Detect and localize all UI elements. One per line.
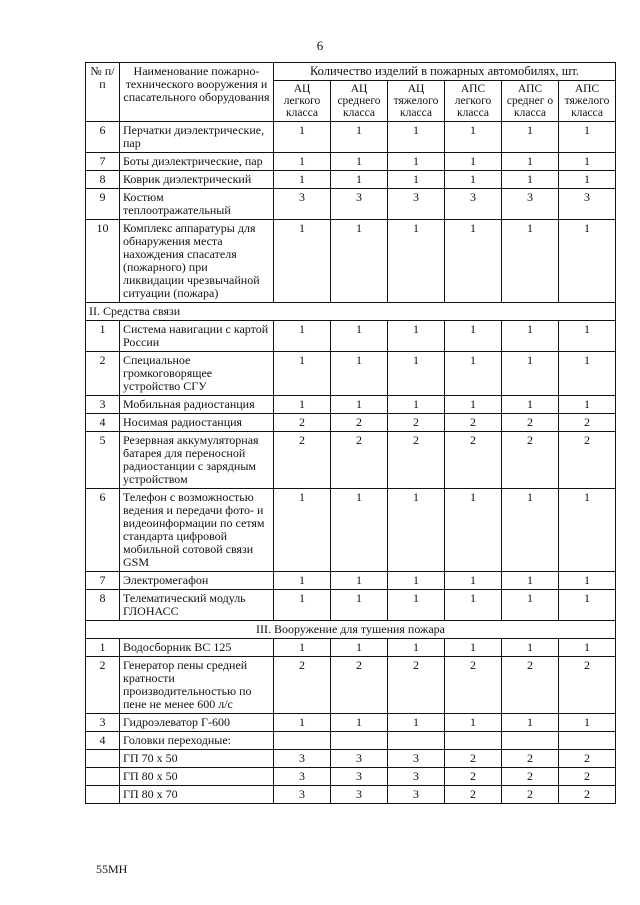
quantity-cell: 1 — [445, 153, 502, 171]
row-number: 4 — [86, 732, 120, 750]
quantity-cell: 2 — [502, 657, 559, 714]
quantity-cell: 1 — [388, 321, 445, 352]
quantity-cell: 1 — [559, 639, 616, 657]
quantity-cell: 2 — [445, 657, 502, 714]
header-column: АЦ тяжелого класса — [388, 81, 445, 122]
item-name: Головки переходные: — [120, 732, 274, 750]
item-name: Носимая радиостанция — [120, 414, 274, 432]
quantity-cell: 1 — [445, 220, 502, 303]
table-row — [86, 396, 616, 414]
quantity-cell: 2 — [331, 432, 388, 489]
item-name: Перчатки диэлектрические, пар — [120, 122, 274, 153]
quantity-cell: 3 — [331, 189, 388, 220]
quantity-cell — [274, 732, 331, 750]
quantity-cell: 1 — [502, 489, 559, 572]
quantity-cell: 1 — [331, 590, 388, 621]
item-name: Генератор пены средней кратности производительностью по пене не менее 600 л/с — [120, 657, 274, 714]
row-number — [86, 786, 120, 804]
quantity-cell: 1 — [502, 220, 559, 303]
quantity-cell: 2 — [559, 657, 616, 714]
quantity-cell: 1 — [274, 714, 331, 732]
quantity-cell: 1 — [331, 122, 388, 153]
header-column: АЦ среднего класса — [331, 81, 388, 122]
quantity-cell: 1 — [445, 714, 502, 732]
table-row — [86, 590, 616, 621]
quantity-cell: 2 — [388, 432, 445, 489]
quantity-cell: 1 — [559, 153, 616, 171]
quantity-cell: 2 — [559, 414, 616, 432]
quantity-cell: 2 — [502, 786, 559, 804]
quantity-cell: 1 — [445, 639, 502, 657]
quantity-cell: 1 — [445, 122, 502, 153]
table-body — [86, 122, 616, 804]
quantity-cell: 1 — [388, 220, 445, 303]
quantity-cell: 1 — [388, 153, 445, 171]
quantity-cell: 2 — [445, 414, 502, 432]
quantity-cell: 1 — [445, 171, 502, 189]
quantity-cell: 1 — [445, 590, 502, 621]
row-number: 2 — [86, 352, 120, 396]
table-row — [86, 639, 616, 657]
quantity-cell: 1 — [445, 352, 502, 396]
quantity-cell: 1 — [274, 590, 331, 621]
row-number: 8 — [86, 171, 120, 189]
quantity-cell: 1 — [388, 489, 445, 572]
table-row — [86, 786, 616, 804]
quantity-cell: 1 — [559, 171, 616, 189]
row-number: 2 — [86, 657, 120, 714]
quantity-cell: 2 — [502, 768, 559, 786]
row-number: 1 — [86, 639, 120, 657]
quantity-cell — [331, 732, 388, 750]
quantity-cell: 2 — [445, 786, 502, 804]
item-name: Мобильная радиостанция — [120, 396, 274, 414]
quantity-cell: 1 — [559, 714, 616, 732]
quantity-cell: 1 — [274, 489, 331, 572]
quantity-cell: 1 — [559, 220, 616, 303]
quantity-cell — [502, 732, 559, 750]
quantity-cell: 1 — [559, 352, 616, 396]
quantity-cell: 2 — [445, 768, 502, 786]
table-row — [86, 153, 616, 171]
quantity-cell: 1 — [388, 171, 445, 189]
table-row — [86, 750, 616, 768]
quantity-cell: 1 — [388, 122, 445, 153]
quantity-cell: 2 — [274, 414, 331, 432]
item-name: Костюм теплоотражательный — [120, 189, 274, 220]
quantity-cell: 1 — [331, 321, 388, 352]
header-column: АПС легкого класса — [445, 81, 502, 122]
quantity-cell: 1 — [274, 572, 331, 590]
table-row — [86, 220, 616, 303]
quantity-cell: 1 — [502, 352, 559, 396]
quantity-cell: 3 — [331, 768, 388, 786]
quantity-cell: 1 — [331, 489, 388, 572]
row-number: 6 — [86, 122, 120, 153]
quantity-cell: 3 — [274, 768, 331, 786]
equipment-table — [85, 62, 616, 804]
quantity-cell: 2 — [274, 432, 331, 489]
quantity-cell: 3 — [559, 189, 616, 220]
quantity-cell: 1 — [502, 396, 559, 414]
quantity-cell: 2 — [445, 432, 502, 489]
table-header — [86, 63, 616, 122]
item-name: ГП 80 х 50 — [120, 768, 274, 786]
row-number: 5 — [86, 432, 120, 489]
quantity-cell: 1 — [331, 572, 388, 590]
quantity-cell: 2 — [559, 432, 616, 489]
table-row — [86, 321, 616, 352]
table-row — [86, 171, 616, 189]
row-number — [86, 750, 120, 768]
item-name: Телефон с возможностью ведения и передачи фото- и видеоинформации по сетям стандарта цифровой мобильной сотовой связи GSM — [120, 489, 274, 572]
item-name: Система навигации с картой России — [120, 321, 274, 352]
quantity-cell: 1 — [502, 572, 559, 590]
quantity-cell: 1 — [502, 321, 559, 352]
quantity-cell: 1 — [274, 321, 331, 352]
quantity-cell: 1 — [274, 171, 331, 189]
table-row — [86, 657, 616, 714]
quantity-cell: 3 — [274, 786, 331, 804]
item-name: Резервная аккумуляторная батарея для переносной радиостанции с зарядным устройством — [120, 432, 274, 489]
row-number: 3 — [86, 714, 120, 732]
quantity-cell: 1 — [331, 714, 388, 732]
section-row — [86, 621, 616, 639]
table-row — [86, 714, 616, 732]
quantity-cell: 1 — [388, 639, 445, 657]
row-number: 8 — [86, 590, 120, 621]
row-number: 7 — [86, 153, 120, 171]
quantity-cell: 1 — [502, 714, 559, 732]
header-column: АПС тяжелого класса — [559, 81, 616, 122]
quantity-cell: 1 — [502, 639, 559, 657]
quantity-cell: 1 — [445, 489, 502, 572]
item-name: Водосборник ВС 125 — [120, 639, 274, 657]
quantity-cell: 1 — [559, 572, 616, 590]
row-number: 6 — [86, 489, 120, 572]
quantity-cell: 2 — [559, 786, 616, 804]
quantity-cell: 1 — [502, 171, 559, 189]
quantity-cell: 1 — [445, 396, 502, 414]
item-name: ГП 80 х 70 — [120, 786, 274, 804]
quantity-cell: 1 — [274, 153, 331, 171]
quantity-cell: 1 — [559, 321, 616, 352]
table-row — [86, 122, 616, 153]
quantity-cell — [559, 732, 616, 750]
quantity-cell: 3 — [388, 786, 445, 804]
row-number: 1 — [86, 321, 120, 352]
quantity-cell: 1 — [388, 714, 445, 732]
item-name: Боты диэлектрические, пар — [120, 153, 274, 171]
row-number: 7 — [86, 572, 120, 590]
quantity-cell: 1 — [331, 171, 388, 189]
header-column: АЦ легкого класса — [274, 81, 331, 122]
item-name: ГП 70 х 50 — [120, 750, 274, 768]
quantity-cell: 1 — [388, 396, 445, 414]
table-row — [86, 432, 616, 489]
quantity-cell: 3 — [274, 189, 331, 220]
row-number — [86, 768, 120, 786]
quantity-cell: 2 — [559, 768, 616, 786]
quantity-cell: 2 — [331, 657, 388, 714]
table-row — [86, 768, 616, 786]
quantity-cell: 1 — [502, 122, 559, 153]
header-num: № п/п — [86, 63, 120, 122]
quantity-cell: 2 — [502, 414, 559, 432]
quantity-cell: 1 — [274, 639, 331, 657]
quantity-cell: 3 — [502, 189, 559, 220]
quantity-cell: 3 — [331, 750, 388, 768]
row-number: 10 — [86, 220, 120, 303]
quantity-cell: 1 — [559, 396, 616, 414]
header-quantity: Количество изделий в пожарных автомобилях, шт. — [274, 63, 616, 81]
quantity-cell: 1 — [331, 396, 388, 414]
quantity-cell: 1 — [274, 396, 331, 414]
quantity-cell: 1 — [502, 590, 559, 621]
quantity-cell: 2 — [445, 750, 502, 768]
quantity-cell: 1 — [559, 489, 616, 572]
quantity-cell: 3 — [445, 189, 502, 220]
quantity-cell: 1 — [331, 153, 388, 171]
quantity-cell — [388, 732, 445, 750]
section-title: III. Вооружение для тушения пожара — [86, 621, 616, 639]
quantity-cell: 1 — [274, 220, 331, 303]
item-name: Электромегафон — [120, 572, 274, 590]
table-row — [86, 189, 616, 220]
quantity-cell: 3 — [388, 750, 445, 768]
quantity-cell: 1 — [559, 122, 616, 153]
row-number: 3 — [86, 396, 120, 414]
item-name: Гидроэлеватор Г-600 — [120, 714, 274, 732]
quantity-cell: 3 — [388, 768, 445, 786]
table-row — [86, 414, 616, 432]
section-row — [86, 303, 616, 321]
quantity-cell: 3 — [274, 750, 331, 768]
quantity-cell: 2 — [502, 432, 559, 489]
quantity-cell: 1 — [388, 572, 445, 590]
quantity-cell: 1 — [331, 639, 388, 657]
header-name: Наименование пожарно-технического вооружения и спасательного оборудования — [120, 63, 274, 122]
table-row — [86, 732, 616, 750]
quantity-cell: 2 — [559, 750, 616, 768]
quantity-cell: 1 — [388, 590, 445, 621]
item-name: Коврик диэлектрический — [120, 171, 274, 189]
table-row — [86, 352, 616, 396]
quantity-cell — [445, 732, 502, 750]
item-name: Комплекс аппаратуры для обнаружения места нахождения спасателя (пожарного) при ликвидации чрезвычайной ситуации (пожара) — [120, 220, 274, 303]
quantity-cell: 2 — [274, 657, 331, 714]
quantity-cell: 1 — [388, 352, 445, 396]
quantity-cell: 1 — [445, 572, 502, 590]
page-number: 6 — [316, 38, 324, 53]
quantity-cell: 1 — [274, 352, 331, 396]
quantity-cell: 3 — [331, 786, 388, 804]
row-number: 9 — [86, 189, 120, 220]
item-name: Специальное громкоговорящее устройство СГУ — [120, 352, 274, 396]
quantity-cell: 2 — [388, 414, 445, 432]
quantity-cell: 2 — [388, 657, 445, 714]
table-row — [86, 489, 616, 572]
quantity-cell: 1 — [445, 321, 502, 352]
header-column: АПС среднег о класса — [502, 81, 559, 122]
quantity-cell: 1 — [331, 352, 388, 396]
footer-code: 55МН — [96, 862, 128, 876]
row-number: 4 — [86, 414, 120, 432]
section-title: II. Средства связи — [86, 303, 616, 321]
quantity-cell: 2 — [331, 414, 388, 432]
quantity-cell: 2 — [502, 750, 559, 768]
quantity-cell: 1 — [502, 153, 559, 171]
table-row — [86, 572, 616, 590]
item-name: Телематический модуль ГЛОНАСС — [120, 590, 274, 621]
quantity-cell: 1 — [274, 122, 331, 153]
quantity-cell: 3 — [388, 189, 445, 220]
quantity-cell: 1 — [559, 590, 616, 621]
quantity-cell: 1 — [331, 220, 388, 303]
